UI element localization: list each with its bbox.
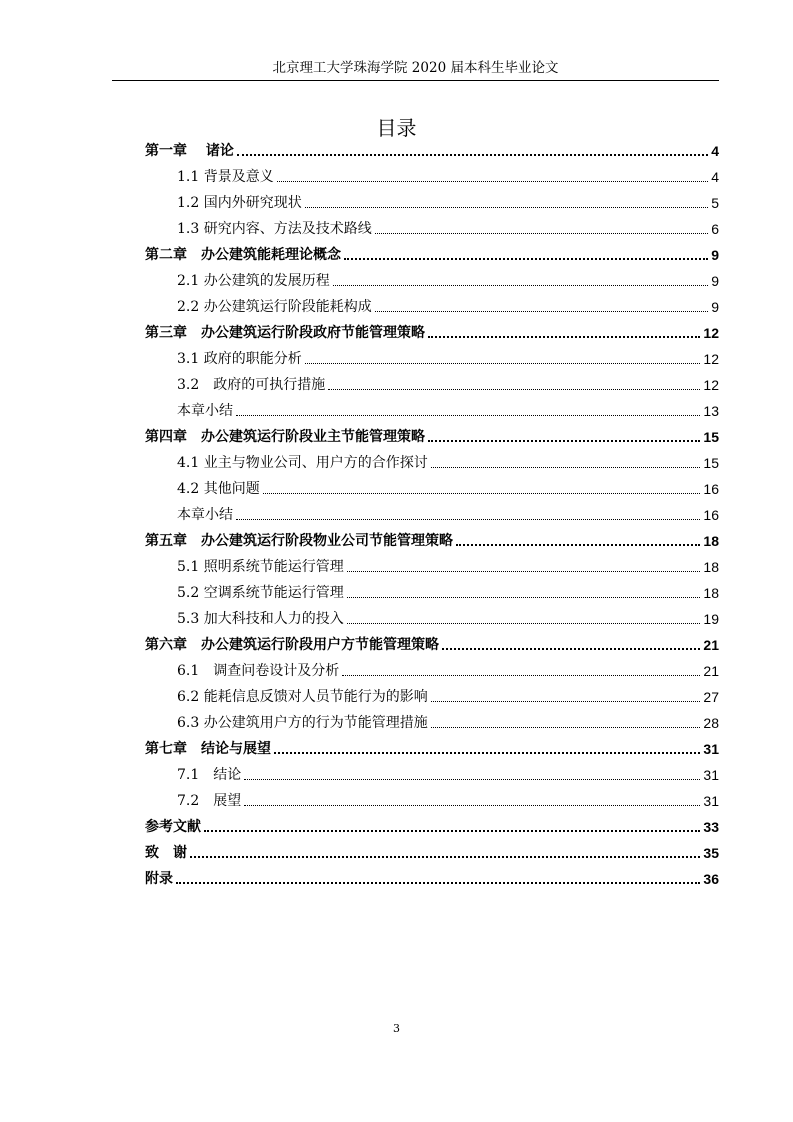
toc-chapter-entry[interactable]: [145, 839, 719, 865]
toc-entry-page: 6: [711, 221, 719, 237]
toc-entry-page: 12: [703, 377, 719, 393]
toc-entry-label: 2.2 办公建筑运行阶段能耗构成: [177, 299, 372, 315]
toc-section-entry[interactable]: [145, 683, 719, 709]
toc-entry-page: 27: [703, 689, 719, 705]
toc-chapter-entry[interactable]: [145, 527, 719, 553]
toc-leader-dots: [263, 492, 701, 494]
toc-entry-label: 6.3 办公建筑用户方的行为节能管理措施: [177, 715, 428, 731]
toc-section-entry[interactable]: [145, 657, 719, 683]
toc-section-entry[interactable]: [145, 605, 719, 631]
toc-section-entry[interactable]: [145, 709, 719, 735]
toc-entry-page: 21: [703, 637, 719, 653]
toc-chapter-entry[interactable]: [145, 319, 719, 345]
toc-entry-page: 28: [703, 715, 719, 731]
toc-entry-page: 4: [711, 169, 719, 185]
toc-section-entry[interactable]: [145, 501, 719, 527]
toc-leader-dots: [431, 700, 701, 702]
toc-leader-dots: [342, 674, 700, 676]
running-header: 北京理工大学珠海学院 2020 届本科生毕业论文: [272, 60, 559, 76]
toc-entry-label: 第一章 诸论: [145, 143, 234, 159]
toc-entry-page: 21: [703, 663, 719, 679]
toc-entry-label: 2.1 办公建筑的发展历程: [177, 273, 330, 289]
toc-leader-dots: [274, 751, 700, 754]
toc-entry-label: 7.1 结论: [177, 767, 242, 783]
toc-leader-dots: [431, 466, 701, 468]
toc-entry-label: 第五章 办公建筑运行阶段物业公司节能管理策略: [145, 533, 453, 549]
toc-entry-label: 致 谢: [145, 845, 187, 861]
toc-leader-dots: [305, 362, 701, 364]
toc-entry-label: 5.3 加大科技和人力的投入: [177, 611, 344, 627]
toc-leader-dots: [236, 518, 700, 520]
toc-entry-label: 1.2 国内外研究现状: [177, 195, 302, 211]
toc-leader-dots: [190, 855, 700, 858]
toc-chapter-entry[interactable]: [145, 631, 719, 657]
toc-leader-dots: [347, 596, 701, 598]
toc-leader-dots: [236, 414, 700, 416]
toc-section-entry[interactable]: [145, 345, 719, 371]
toc-chapter-entry[interactable]: [145, 735, 719, 761]
toc-entry-page: 5: [711, 195, 719, 211]
toc-chapter-entry[interactable]: [145, 241, 719, 267]
toc-entry-label: 本章小结: [177, 403, 233, 419]
toc-leader-dots: [428, 335, 700, 338]
toc-section-entry[interactable]: [145, 761, 719, 787]
toc-section-entry[interactable]: [145, 397, 719, 423]
toc-entry-page: 18: [703, 533, 719, 549]
toc-leader-dots: [237, 153, 708, 156]
toc-leader-dots: [176, 881, 700, 884]
toc-entry-page: 19: [703, 611, 719, 627]
table-of-contents: [145, 137, 719, 891]
toc-entry-page: 33: [703, 819, 719, 835]
toc-entry-page: 4: [711, 143, 719, 159]
toc-section-entry[interactable]: [145, 449, 719, 475]
toc-entry-page: 9: [711, 299, 719, 315]
toc-entry-page: 35: [703, 845, 719, 861]
toc-leader-dots: [305, 206, 708, 208]
toc-leader-dots: [375, 232, 708, 234]
toc-leader-dots: [204, 829, 700, 832]
toc-entry-label: 1.1 背景及意义: [177, 169, 274, 185]
toc-leader-dots: [431, 726, 701, 728]
toc-entry-page: 16: [703, 481, 719, 497]
toc-entry-page: 9: [711, 247, 719, 263]
toc-entry-label: 参考文献: [145, 819, 201, 835]
toc-entry-label: 第三章 办公建筑运行阶段政府节能管理策略: [145, 325, 425, 341]
toc-section-entry[interactable]: [145, 371, 719, 397]
toc-entry-label: 3.2 政府的可执行措施: [177, 377, 326, 393]
toc-section-entry[interactable]: [145, 293, 719, 319]
toc-entry-page: 18: [703, 585, 719, 601]
toc-leader-dots: [456, 543, 700, 546]
toc-leader-dots: [244, 778, 700, 780]
toc-entry-page: 12: [703, 325, 719, 341]
toc-entry-page: 12: [703, 351, 719, 367]
toc-leader-dots: [442, 647, 700, 650]
toc-entry-label: 5.2 空调系统节能运行管理: [177, 585, 344, 601]
toc-entry-page: 16: [703, 507, 719, 523]
toc-leader-dots: [277, 180, 708, 182]
toc-section-entry[interactable]: [145, 163, 719, 189]
toc-entry-label: 1.3 研究内容、方法及技术路线: [177, 221, 372, 237]
toc-entry-label: 第四章 办公建筑运行阶段业主节能管理策略: [145, 429, 425, 445]
toc-entry-label: 附录: [145, 871, 173, 887]
toc-leader-dots: [333, 284, 708, 286]
toc-entry-label: 第二章 办公建筑能耗理论概念: [145, 247, 341, 263]
page-number: 3: [393, 1022, 400, 1035]
toc-section-entry[interactable]: [145, 787, 719, 813]
toc-entry-page: 9: [711, 273, 719, 289]
toc-leader-dots: [428, 439, 700, 442]
toc-entry-page: 18: [703, 559, 719, 575]
toc-entry-label: 第六章 办公建筑运行阶段用户方节能管理策略: [145, 637, 439, 653]
toc-entry-page: 36: [703, 871, 719, 887]
toc-entry-page: 15: [703, 455, 719, 471]
toc-entry-page: 15: [703, 429, 719, 445]
toc-section-entry[interactable]: [145, 267, 719, 293]
toc-chapter-entry[interactable]: [145, 813, 719, 839]
toc-leader-dots: [328, 388, 700, 390]
toc-entry-label: 7.2 展望: [177, 793, 242, 809]
toc-entry-label: 3.1 政府的职能分析: [177, 351, 302, 367]
toc-leader-dots: [347, 570, 701, 572]
toc-entry-label: 6.1 调查问卷设计及分析: [177, 663, 340, 679]
toc-entry-label: 5.1 照明系统节能运行管理: [177, 559, 344, 575]
toc-entry-label: 本章小结: [177, 507, 233, 523]
toc-leader-dots: [344, 257, 708, 260]
toc-entry-label: 4.1 业主与物业公司、用户方的合作探讨: [177, 455, 428, 471]
toc-entry-label: 6.2 能耗信息反馈对人员节能行为的影响: [177, 689, 428, 705]
toc-entry-page: 13: [703, 403, 719, 419]
toc-entry-label: 第七章 结论与展望: [145, 741, 271, 757]
toc-chapter-entry[interactable]: [145, 137, 719, 163]
toc-chapter-entry[interactable]: [145, 423, 719, 449]
toc-chapter-entry[interactable]: [145, 865, 719, 891]
toc-entry-label: 4.2 其他问题: [177, 481, 260, 497]
toc-entry-page: 31: [703, 767, 719, 783]
toc-entry-page: 31: [703, 741, 719, 757]
toc-section-entry[interactable]: [145, 553, 719, 579]
toc-title: 目录: [376, 116, 417, 140]
toc-section-entry[interactable]: [145, 579, 719, 605]
toc-leader-dots: [347, 622, 701, 624]
header-rule: [112, 80, 719, 81]
toc-leader-dots: [375, 310, 708, 312]
toc-section-entry[interactable]: [145, 475, 719, 501]
toc-section-entry[interactable]: [145, 189, 719, 215]
toc-entry-page: 31: [703, 793, 719, 809]
toc-section-entry[interactable]: [145, 215, 719, 241]
toc-leader-dots: [244, 804, 700, 806]
